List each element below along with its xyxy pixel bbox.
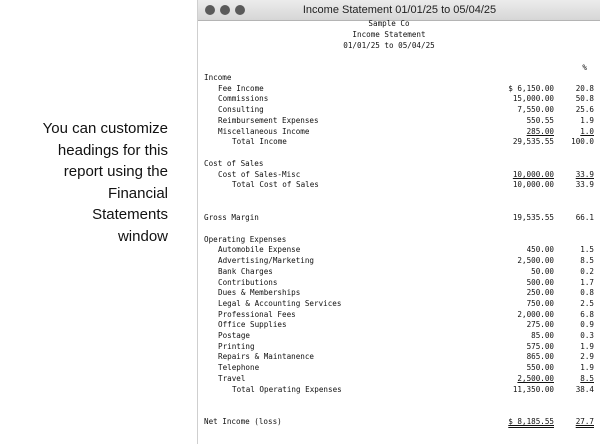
caption-line: window [117, 227, 168, 245]
statement-row [204, 136, 596, 147]
row-amount: $ 6,150.00 [508, 83, 554, 93]
row-amount: 19,535.55 [512, 213, 554, 222]
report-period: 01/01/25 to 05/04/25 [343, 41, 435, 50]
row-amount: 500.00 [526, 277, 554, 287]
row-label: Cost of Sales-Misc [218, 169, 301, 179]
company-name: Sample Co [368, 19, 410, 28]
row-amount: 285.00 [526, 126, 554, 136]
row-label: Income [204, 73, 232, 82]
row-percent: 38.4 [575, 384, 594, 394]
row-label: Dues & Memberships [218, 288, 301, 298]
row-amount: 275.00 [526, 320, 554, 330]
statement-row [204, 212, 596, 223]
row-amount: 575.00 [526, 341, 554, 351]
report-name: Income Statement [352, 30, 426, 39]
statement-row [204, 362, 596, 373]
row-percent: 1.0 [580, 126, 594, 136]
row-amount: 11,350.00 [512, 384, 554, 394]
statement-row [204, 169, 596, 180]
row-percent: 20.8 [575, 83, 594, 93]
row-label: Telephone [218, 363, 260, 373]
statement-row [204, 373, 596, 384]
row-percent: 1.9 [580, 115, 594, 125]
row-percent: 1.9 [580, 341, 594, 351]
row-label: Repairs & Maintanence [218, 352, 315, 362]
statement-row [204, 93, 596, 104]
row-percent: 8.5 [580, 256, 594, 266]
row-label: Travel [218, 373, 246, 383]
window-title: Income Statement 01/01/25 to 05/04/25 [302, 4, 497, 16]
row-amount: 2,000.00 [517, 309, 554, 319]
row-amount: 450.00 [526, 245, 554, 255]
row-percent: 1.7 [580, 277, 594, 287]
row-label: Professional Fees [218, 309, 296, 319]
row-label: Bank Charges [218, 266, 273, 276]
row-amount: 10,000.00 [512, 180, 554, 190]
statement-row [204, 330, 596, 341]
statement-row [204, 244, 596, 255]
row-percent: 27.7 [575, 417, 594, 427]
statement-row [204, 351, 596, 362]
statement-row [204, 115, 596, 126]
row-label: Contributions [218, 277, 278, 287]
statement-row [204, 298, 596, 309]
row-label: Gross Margin [204, 213, 259, 222]
row-label: Legal & Accounting Services [218, 298, 342, 308]
statement-row [204, 309, 596, 320]
row-percent: 66.1 [575, 213, 594, 222]
row-label: Printing [218, 341, 255, 351]
row-percent: 6.8 [580, 309, 594, 319]
row-amount: 10,000.00 [512, 169, 554, 179]
statement-row [204, 341, 596, 352]
row-label: Total Income [232, 137, 287, 147]
row-label: Advertising/Marketing [218, 256, 315, 266]
row-label: Fee Income [218, 83, 264, 93]
row-percent: 100.0 [571, 137, 594, 147]
row-label: Automobile Expense [218, 245, 301, 255]
row-label: Miscellaneous Income [218, 126, 310, 136]
row-percent: 33.9 [575, 180, 594, 190]
row-amount: 2,500.00 [517, 373, 554, 383]
row-percent: 0.9 [580, 320, 594, 330]
statement-row [204, 266, 596, 277]
row-percent: 8.5 [580, 373, 594, 383]
statement-row [204, 179, 596, 190]
caption-line: Financial [107, 184, 168, 202]
statement-row [204, 319, 596, 330]
row-amount: 550.00 [526, 363, 554, 373]
row-percent: 2.9 [580, 352, 594, 362]
row-amount: 250.00 [526, 288, 554, 298]
caption-line: report using the [63, 163, 168, 180]
statement-row [204, 72, 596, 83]
row-amount: 29,535.55 [512, 137, 554, 147]
row-label: Cost of Sales [204, 158, 264, 168]
row-label: Commissions [218, 94, 269, 104]
row-percent: 1.9 [580, 363, 594, 373]
row-amount: 7,550.00 [517, 105, 554, 115]
caption-line: Statements [92, 206, 168, 223]
row-label: Operating Expenses [204, 234, 287, 244]
row-label: Consulting [218, 105, 264, 115]
row-amount: 2,500.00 [517, 256, 554, 266]
statement-row [204, 384, 596, 395]
row-percent: 1.5 [580, 245, 594, 255]
row-label: Office Supplies [218, 320, 287, 330]
row-label: Postage [218, 331, 251, 340]
row-label: Net Income (loss) [204, 417, 282, 427]
row-amount: 750.00 [526, 298, 554, 308]
row-percent: 0.8 [580, 288, 594, 298]
statement-row [204, 158, 596, 169]
title-bar[interactable] [198, 0, 600, 21]
row-percent: 33.9 [575, 169, 594, 179]
row-amount: 85.00 [531, 331, 554, 340]
caption-line: You can customize [42, 120, 168, 137]
row-label: Total Operating Expenses [232, 384, 342, 394]
report-window [197, 0, 600, 444]
statement-row [204, 83, 596, 94]
statement-row [204, 104, 596, 115]
row-percent: 0.2 [580, 266, 594, 276]
row-amount: 50.00 [531, 266, 554, 276]
caption-text [8, 118, 168, 247]
row-percent: 0.3 [580, 331, 594, 340]
row-label: Total Cost of Sales [232, 180, 319, 190]
caption-line: headings for this [57, 141, 168, 159]
statement-row [204, 416, 596, 427]
row-amount: 15,000.00 [512, 94, 554, 104]
row-percent: 2.5 [580, 298, 594, 308]
row-amount: 550.55 [526, 115, 554, 125]
statement-row [204, 287, 596, 298]
percent-header: % [582, 63, 587, 72]
row-percent: 50.8 [575, 94, 594, 104]
row-amount: 865.00 [526, 352, 554, 362]
statement-row [204, 255, 596, 266]
statement-row [204, 234, 596, 245]
statement-row [204, 277, 596, 288]
statement-row [204, 126, 596, 137]
row-percent: 25.6 [575, 105, 594, 115]
row-amount: $ 8,185.55 [508, 417, 554, 427]
row-label: Reimbursement Expenses [218, 115, 319, 125]
